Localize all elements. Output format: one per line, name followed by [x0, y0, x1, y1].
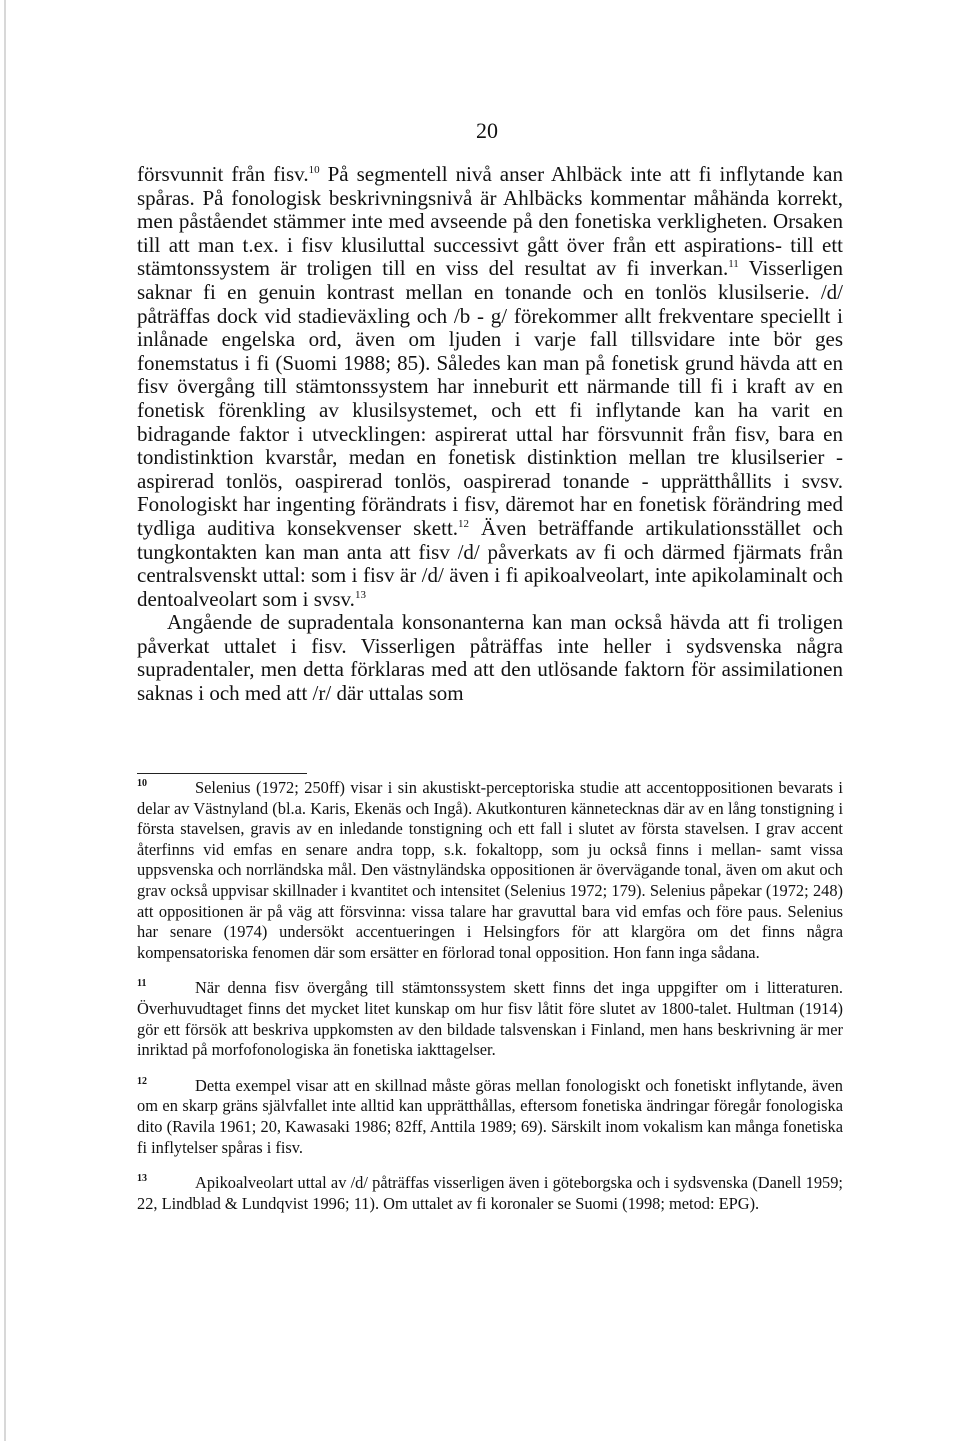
paragraph-1-part-2: På segmentell nivå anser Ahlbäck inte att fi inflytande kan spåras. På fonologisk beskrivningsnivå är Ahlbäcks kommentar måhända korrekt, men påståendet stämmer inte med avseende på den fonetiska verkligheten. Orsaken till att man t.ex. i fisv klusiluttal successivt gått över från ett aspirations- till ett stämtonssystem är troligen till en viss del resultat av fi inverkan.: [137, 162, 843, 281]
paragraph-1-part-3: Visserligen saknar fi en genuin kontrast mellan en tonande och en tonlös klusilserie. /d/ påträffas dock vid stadieväxling och /b - g/ förekommer allt frekventare speciellt i inlånade engelska ord, även om ljuden i varje fall tillsvidare inte bör ges fonemstatus i fi (Suomi 1988; 85). Således kan man på fonetisk grund hävda att en fisv övergång till stämtonssystem har inneburit ett närmande till fi i kraft av en fonetisk förenkling av klusilsystemet, och ett fi inflytande kan ha varit en bidragande faktor i utvecklingen: aspirerat uttal har försvunnit från fisv, bara en tondistinktion kvarstår, medan en fonetisk distinktion mellan tre klusilserier - aspirerad tonlös, oaspirerad tonlös, oaspirerad tonande - upprätthållits i svsv. Fonologiskt har ingenting förändrats i fisv, däremot har en fonetisk förändring med tydliga auditiva konsekvenser skett.: [137, 256, 843, 540]
footnote-ref-12[interactable]: 12: [458, 517, 470, 530]
paragraph-1: [137, 163, 843, 611]
footnote-text: Selenius (1972; 250ff) visar i sin akustiskt-perceptoriska studie att accentoppositionen bevarats i delar av Västnyland (bl.a. Karis, Ekenäs och Ingå). Akutkonturen kännetecknas där av en lång tonstigning i första stavelsen, gravis av en inledande tonstigning och ett fall i slutet av första stavelsen. I grav accent återfinns vid emfas en senare andra topp, s.k. fokaltopp, som ju också finns i mellan- samt vissa uppsvenska och norrländska mål. Den västnyländska oppositionen är övervägande tonal, även om akut och grav också uppvisar skillnader i kvantitet och intensitet (Selenius 1972; 179). Selenius påpekar (1972; 248) att oppositionen är på väg att försvinna: vissa talare har gravuttal bara vid emfas och före paus. Selenius har senare (1974) undersökt accentueringen i Helsingfors för att klargöra om det finns några kompensatoriska fenomen där som ersätter en förlorad tonal opposition. Hon fann inga sådana.: [137, 778, 843, 962]
footnote-number: 13: [137, 1173, 147, 1185]
footnote-13: [137, 1173, 843, 1214]
footnote-12: [137, 1076, 843, 1158]
footnote-separator: [137, 773, 307, 774]
footnote-text: Detta exempel visar att en skillnad måste göras mellan fonologiskt och fonetiskt inflytande, även om en skarp gräns självfallet inte alltid kan upprätthållas, eftersom fonetiska ändringar föregår fonologiska dito (Ravila 1961; 20, Kawasaki 1986; 82ff, Anttila 1989; 69). Särskilt inom vokalism kan många fonetiska fi inflytelser spåras i fisv.: [137, 1075, 843, 1157]
body-text: [137, 163, 843, 706]
footnote-ref-10[interactable]: 10: [308, 164, 320, 176]
footnote-text: Apikoalveolart uttal av /d/ påträffas visserligen även i göteborgska och i sydsvenska (Danell 1959; 22, Lindblad & Lundqvist 1996; 11). Om uttalet av fi koronaler se Suomi (1998; metod: EPG).: [137, 1173, 843, 1213]
footnote-number: 11: [137, 978, 147, 990]
footnote-number: 12: [137, 1075, 147, 1087]
paragraph-1-part-1: försvunnit från fisv.: [137, 162, 309, 186]
footnote-11: [137, 978, 843, 1060]
footnote-text: När denna fisv övergång till stämtonssystem skett finns det inga uppgifter om i litteraturen. Överhuvudtaget finns det mycket litet kunskap om hur fisv låtit före slutet av 1800-talet. Hultman (1914) gör ett försök att beskriva uppkomsten av den bildade talsvenskan i Finland, men hans beskrivning är mer inriktad på morfofonologiska än fonetiska iakttagelser.: [137, 978, 843, 1060]
footnote-10: [137, 778, 843, 963]
footnote-ref-13[interactable]: 13: [354, 588, 366, 601]
page-number: 20: [476, 118, 498, 143]
paragraph-1-part-4: Även beträffande artikulationsstället och tungkontakten kan man anta att fisv /d/ påverkats av fi och därmed fjärmats från centralsvenskt uttal: som i fisv är /d/ även i fi apikoalveolart, inte apikolaminalt och dentoalveolart som i svsv.: [137, 515, 844, 611]
footnote-number: 10: [137, 778, 147, 789]
footnotes: [137, 778, 843, 1214]
footnote-ref-11[interactable]: 11: [728, 258, 739, 271]
page-edge: [4, 0, 6, 1441]
paragraph-2: Angående de supradentala konsonanterna kan man också hävda att fi troligen påverkat uttalet i fisv. Visserligen påträffas inte heller i sydsvenska några supradentaler, men detta förklaras med att den utlösande faktorn för assimilationen saknas i och med att /r/ där uttalas som: [137, 610, 843, 706]
